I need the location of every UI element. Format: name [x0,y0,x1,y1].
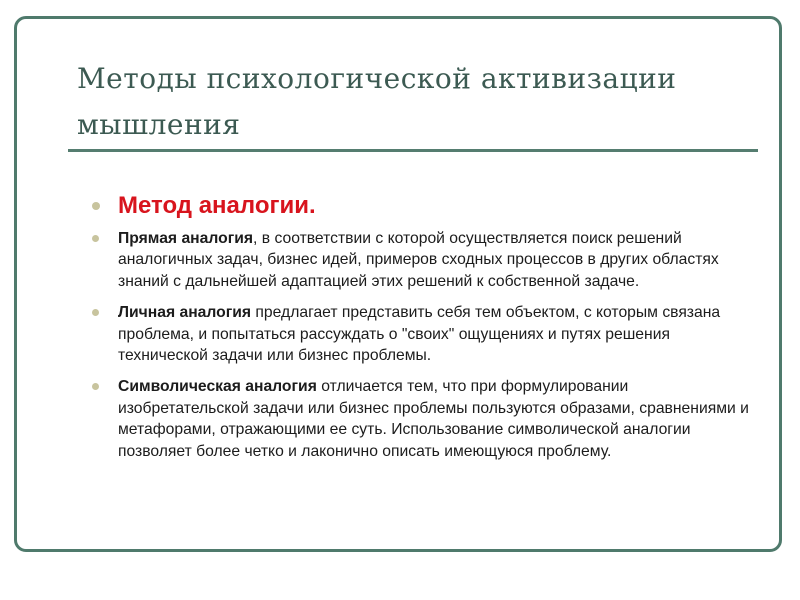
list-item-personal-analogy [92,302,757,366]
symbolic-analogy-term: Символическая аналогия [118,378,317,396]
method-heading [92,191,757,221]
bullet-icon [92,383,99,390]
personal-analogy-term: Личная аналогия [118,304,252,322]
list-item-symbolic-analogy [92,376,757,462]
slide-title: Методы психологической активизации мышления [77,62,677,141]
list-item-direct-analogy [92,228,757,292]
direct-analogy-term: Прямая аналогия [118,230,254,247]
bullet-icon [92,202,100,210]
direct-analogy-text: , в соответствии с которой осуществляется поиск решений аналогичных задач, бизнес идей, примеров сходных процессов в других областях знаний с дальнейшей адаптацией этих решений к собственной задаче. [118,230,719,290]
personal-analogy-text: предлагает представить себя тем объектом, с которым связана проблема, и попытаться рассуждать о "своих" ощущениях и путях решения технической задачи или бизнес проблемы. [118,304,721,365]
bullet-icon [92,309,99,316]
slide-frame [14,16,782,552]
slide-content [92,191,757,472]
title-divider [68,149,758,152]
symbolic-analogy-text: отличается тем, что при формулировании изобретательской задачи или бизнес проблемы пользуются образами, сравнениями и метафорами, отражающими ее суть. Использование символической аналогии позволяет более четко и лаконично описать имеющуюся проблему. [118,378,749,460]
bullet-icon [92,235,99,242]
method-heading-text: Метод аналогии. [118,192,316,219]
